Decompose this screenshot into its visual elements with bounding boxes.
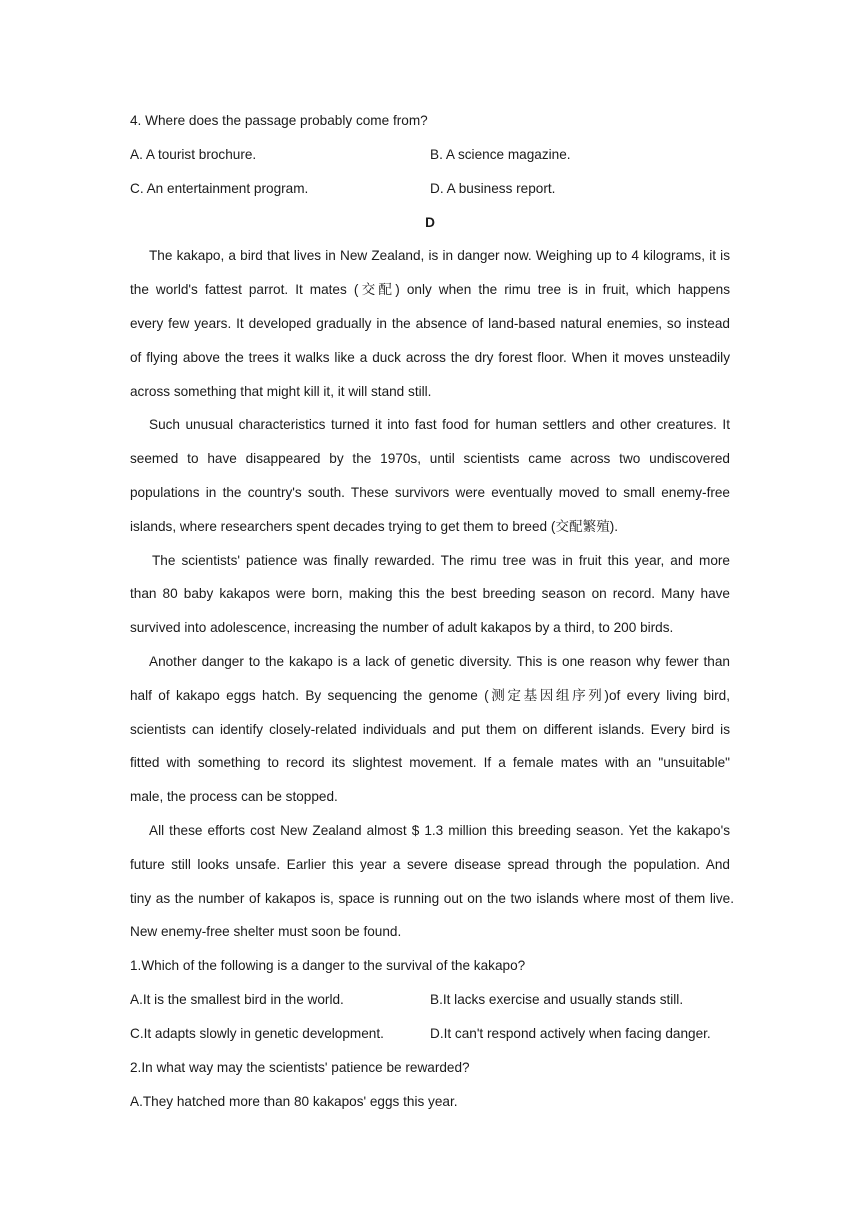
question-1-option-d: D.It can't respond actively when facing danger. — [430, 1026, 711, 1041]
question-2-option-a: A.They hatched more than 80 kakapos' eggs this year. — [130, 1094, 458, 1109]
passage-p5-line: future still looks unsafe. Earlier this year a severe disease spread through the population. And — [130, 857, 730, 872]
passage-p1-line: every few years. It developed gradually in the absence of land-based natural enemies, so instead — [130, 316, 730, 331]
question-1-option-b: B.It lacks exercise and usually stands still. — [430, 992, 684, 1007]
passage-p3-line: than 80 baby kakapos were born, making this the best breeding season on record. Many have — [130, 586, 730, 601]
passage-p1-line: the world's fattest parrot. It mates (交配) only when the rimu tree is in fruit, which happens — [130, 282, 730, 297]
passage-p5-line: All these efforts cost New Zealand almost $ 1.3 million this breeding season. Yet the kakapo's — [149, 823, 730, 838]
section-label: D — [425, 215, 435, 230]
question-4-option-a: A. A tourist brochure. — [130, 147, 257, 162]
question-1-option-a: A.It is the smallest bird in the world. — [130, 992, 344, 1007]
question-2-text: 2.In what way may the scientists' patience be rewarded? — [130, 1060, 470, 1075]
passage-p4-line: fitted with something to record its slightest movement. If a female mates with an "unsuitable" — [130, 755, 730, 770]
passage-p1-line: across something that might kill it, it will stand still. — [130, 384, 432, 399]
question-4-option-c: C. An entertainment program. — [130, 181, 309, 196]
passage-p4-line: half of kakapo eggs hatch. By sequencing the genome (测定基因组序列)of every living bird, — [130, 688, 730, 703]
passage-p5-line: New enemy-free shelter must soon be found. — [130, 924, 402, 939]
passage-p3-line: survived into adolescence, increasing the number of adult kakapos by a third, to 200 birds. — [130, 620, 674, 635]
question-1-option-c: C.It adapts slowly in genetic development. — [130, 1026, 384, 1041]
passage-p1-line: The kakapo, a bird that lives in New Zealand, is in danger now. Weighing up to 4 kilograms, it is — [149, 248, 730, 263]
passage-p2-line: islands, where researchers spent decades trying to get them to breed (交配繁殖). — [130, 519, 619, 534]
passage-p2-line: populations in the country's south. These survivors were eventually moved to small enemy-free — [130, 485, 730, 500]
passage-p4-line: Another danger to the kakapo is a lack of genetic diversity. This is one reason why fewer than — [149, 654, 730, 669]
passage-p1-line: of flying above the trees it walks like a duck across the dry forest floor. When it moves unsteadily — [130, 350, 730, 365]
passage-p3-line: The scientists' patience was finally rewarded. The rimu tree was in fruit this year, and more — [152, 553, 730, 568]
passage-p2-line: Such unusual characteristics turned it into fast food for human settlers and other creatures. It — [149, 417, 730, 432]
question-4-option-d: D. A business report. — [430, 181, 556, 196]
passage-p4-line: scientists can identify closely-related individuals and put them on different islands. Every bird is — [130, 722, 730, 737]
passage-p4-line: male, the process can be stopped. — [130, 789, 338, 804]
passage-p2-line: seemed to have disappeared by the 1970s, until scientists came across two undiscovered — [130, 451, 730, 466]
question-4-option-b: B. A science magazine. — [430, 147, 571, 162]
passage-p5-line: tiny as the number of kakapos is, space is running out on the two islands where most of them live. — [130, 891, 734, 906]
question-1-text: 1.Which of the following is a danger to the survival of the kakapo? — [130, 958, 526, 973]
question-4-text: 4. Where does the passage probably come from? — [130, 113, 428, 128]
